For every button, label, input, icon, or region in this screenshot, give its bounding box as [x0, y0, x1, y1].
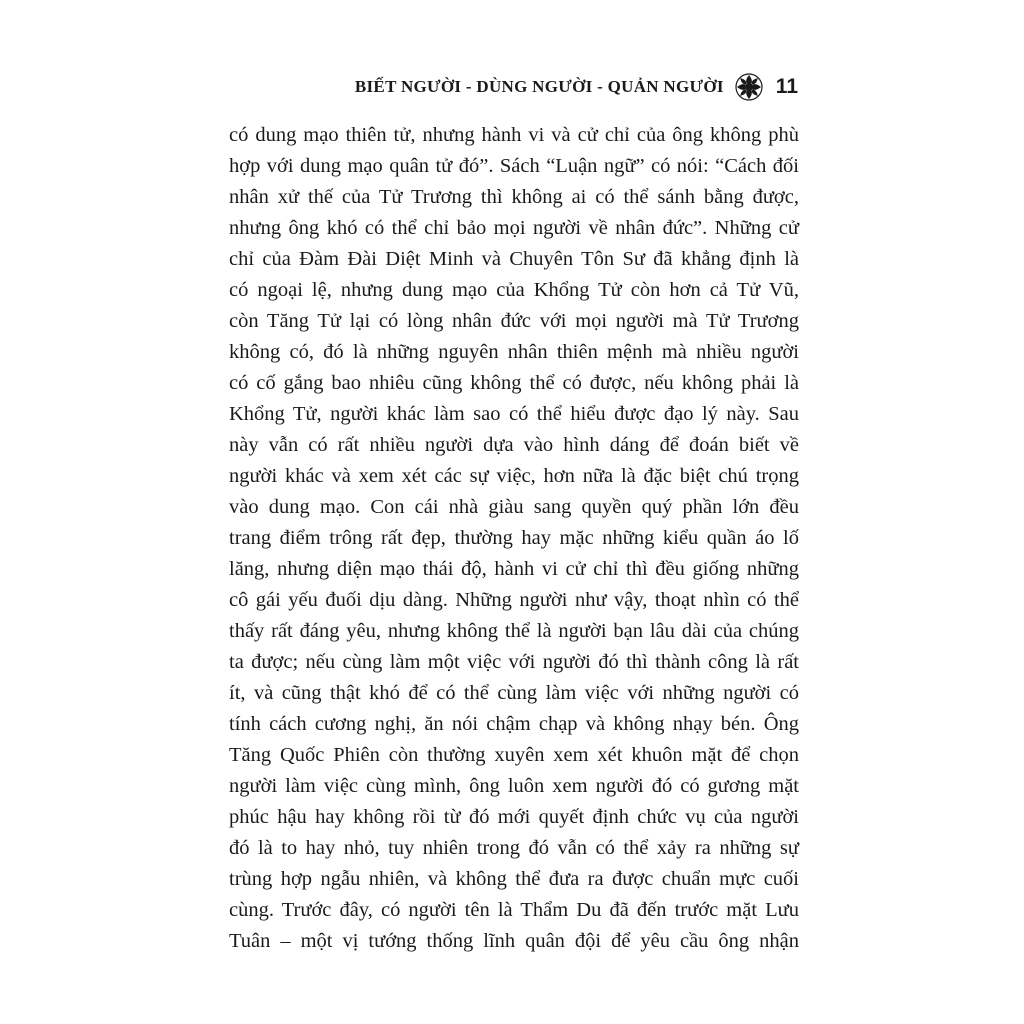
lotus-ornament-icon [734, 72, 764, 102]
text-line: ít, và cũng thật khó để có thể cùng làm việc với những người có [229, 682, 799, 704]
text-line: trang điểm trông rất đẹp, thường hay mặc những kiểu quần áo lố [229, 527, 799, 549]
text-line: hợp với dung mạo quân tử đó”. Sách “Luận ngữ” có nói: “Cách đối [229, 155, 799, 177]
text-line: có cố gắng bao nhiêu cũng không thể có được, nếu không phải là [229, 372, 799, 394]
text-line: nhân xử thế của Tử Trương thì không ai có thể sánh bằng được, [229, 186, 799, 208]
text-line: cô gái yếu đuối dịu dàng. Những người như vậy, thoạt nhìn có thể [229, 589, 799, 611]
text-line: có dung mạo thiên tử, nhưng hành vi và cử chỉ của ông không phù [229, 124, 799, 146]
text-line: này vẫn có rất nhiều người dựa vào hình dáng để đoán biết về [229, 434, 799, 456]
text-line: Khổng Tử, người khác làm sao có thể hiểu được đạo lý này. Sau [229, 403, 799, 425]
text-line: Tuân – một vị tướng thống lĩnh quân đội để yêu cầu ông nhận [229, 930, 799, 952]
text-line: phúc hậu hay không rồi từ đó mới quyết định chức vụ của người [229, 806, 799, 828]
text-line: nhưng ông khó có thể chỉ bảo mọi người về nhân đức”. Những cử [229, 217, 799, 239]
page-number: 11 [775, 75, 798, 98]
text-line: không có, đó là những nguyên nhân thiên mệnh mà nhiều người [229, 341, 799, 363]
running-header [355, 72, 798, 102]
text-line: còn Tăng Tử lại có lòng nhân đức với mọi người mà Tử Trương [229, 310, 799, 332]
text-line: thấy rất đáng yêu, nhưng không thể là người bạn lâu dài của chúng [229, 620, 799, 642]
body-text [229, 120, 799, 957]
text-line: lăng, nhưng diện mạo thái độ, hành vi cử chỉ thì đều giống những [229, 558, 799, 580]
text-line: người khác và xem xét các sự việc, hơn nữa là đặc biệt chú trọng [229, 465, 799, 487]
text-line: chỉ của Đàm Đài Diệt Minh và Chuyên Tôn Sư đã khẳng định là [229, 248, 799, 270]
text-line: ta được; nếu cùng làm một việc với người đó thì thành công là rất [229, 651, 799, 673]
text-line: cùng. Trước đây, có người tên là Thẩm Du đã đến trước mặt Lưu [229, 899, 799, 921]
running-title: BIẾT NGƯỜI - DÙNG NGƯỜI - QUẢN NGƯỜI [354, 77, 724, 96]
text-line: tính cách cương nghị, ăn nói chậm chạp và không nhạy bén. Ông [229, 713, 799, 735]
text-line: trùng hợp ngẫu nhiên, và không thể đưa ra được chuẩn mực cuối [229, 868, 799, 890]
text-line: đó là to hay nhỏ, tuy nhiên trong đó vẫn có thể xảy ra những sự [229, 837, 799, 859]
text-line: Tăng Quốc Phiên còn thường xuyên xem xét khuôn mặt để chọn [229, 744, 799, 766]
text-line: người làm việc cùng mình, ông luôn xem người đó có gương mặt [229, 775, 799, 797]
text-line: có ngoại lệ, nhưng dung mạo của Khổng Tử còn hơn cả Tử Vũ, [229, 279, 799, 301]
text-line: vào dung mạo. Con cái nhà giàu sang quyền quý phần lớn đều [229, 496, 799, 518]
